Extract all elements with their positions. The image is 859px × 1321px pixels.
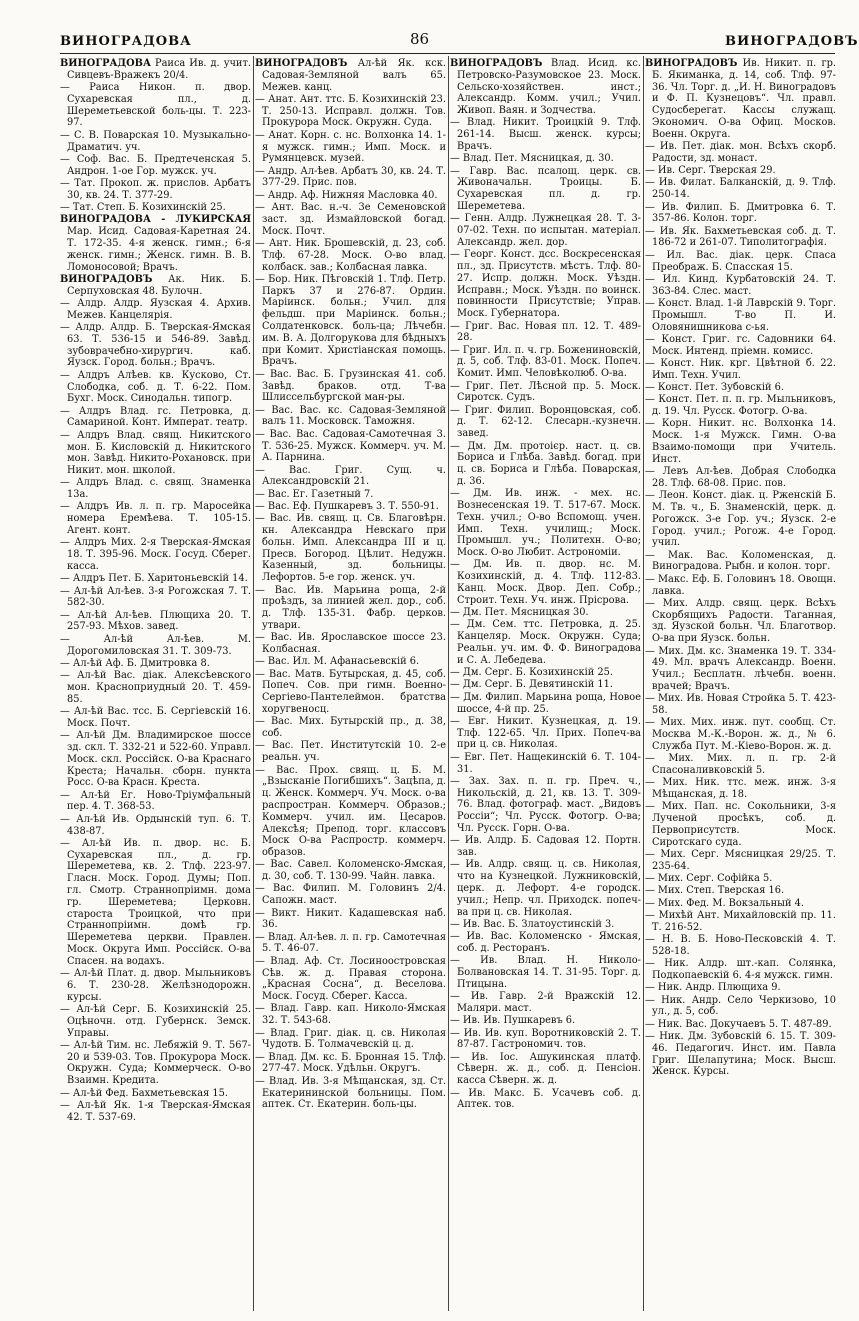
entry-text: — Ант. Вас. н.-ч. 3е Семеновской заст. зд. Измайловской богад. Моск. Почт. [255,202,446,237]
directory-column-4 [645,58,836,1316]
directory-entry [255,94,446,129]
entry-text: — Вас. Ив. Ярославское шоссе 23. Колбасная. [255,632,446,656]
entry-text: — Андр. Ал-ѣев. Арбатъ 30, кв. 24. Т. 377-29. Прис. пов. [255,165,446,189]
entry-text: — Алдръ Ив. л. п. гр. Маросейка номера Еремѣева. Т. 105-15. Агент. конт. [60,501,251,537]
directory-entry [255,656,446,668]
directory-entry [645,394,836,418]
directory-entry [645,693,836,717]
entry-text: — Конст. Пет. Зубовскій 6. [645,382,784,394]
entry-text: — Леон. Конст. діак. ц. Рженскій Б. М. Тв. ч., Б. Знаменскій, церк. д. Рогожск. 3-е Гор. уч.; Яузск. 2-е Город. учил.; Рогож. 4-е Город. учил. [645,490,836,549]
entry-text: Мар. Исид. Садовая-Каретная 24. Т. 172-35. 4-я женск. гимн.; 6-я женск. гимн.; Женск. гимн. В. В. Ломоносовой; Врачъ. [67,226,251,273]
entry-text: — Ив. Ив. Пушкаревъ 6. [450,1015,576,1027]
directory-entry [255,716,446,740]
entry-text: — Ив. Филат. Балканскій, д. 9. Тлф. 250-14. [645,177,836,201]
entry-text: — Ник. Андр. Плющиха 9. [645,982,781,994]
directory-entry [645,982,836,994]
entry-text: — Алдръ Влад. свящ. Никитского мон. Б. Кисловскій д. Никитского мон. Завѣд. Никито-Рохановск. при Никит. мон. школой. [60,429,251,477]
entry-text: — Ив. Алдр. свящ. ц. св. Николая, что на Кузнецкой. Лужниковскій, церк. д. Лефорт. 4-е городск. учил.; Непр. чл. Приходск. попеч-ва при ц. св. Николая. [450,859,641,918]
entry-text: — Ив. Вас. Коломенско - Ямская, соб. д. Ресторанъ. [450,931,641,954]
directory-entry [60,178,251,202]
directory-entry [645,995,836,1019]
entry-surname: ВИНОГРАДОВА [60,58,151,69]
directory-entry [645,898,836,910]
entry-text: — Влад. Гавр. кап. Николо-Ямская 32. Т. 543-68. [255,1003,446,1027]
directory-entry [645,646,836,693]
directory-entry [450,213,641,248]
directory-entry [255,1028,446,1052]
directory-entry [645,274,836,298]
directory-entry [255,58,446,93]
directory-entry [60,586,251,610]
directory-entry [60,1088,251,1100]
directory-entry [60,214,251,273]
entry-text: — Вас. Пет. Институтскій 10. 2-е реальн. уч. [255,740,446,764]
entry-text: — Анат. Ант. ттс. Б. Козихинскій 23. Т. 250-13. Исправл. должн. Тов. Прокурора Моск. Окружн. Суда. [255,93,446,129]
entry-text: — Алдръ Мих. 2-я Тверская-Ямская 18. Т. 395-96. Моск. Госуд. Сберег. касса. [60,537,251,572]
entry-surname: ВИНОГРАДОВЪ [60,273,153,285]
entry-text: — Вас. Ив. свящ. ц. Св. Благовѣрн. кн. Александра Невскаго при больн. Имп. Александра III и ц. Пресв. Богород. Цѣлит. Недужн. Казенный, зд. больницы. Лефортов. 5-е гор. женск. уч. [255,513,446,584]
entry-text: — Левъ Ал-ѣев. Добрая Слободка 28. Тлф. 68-08. Прис. пов. [645,466,836,489]
directory-entry [255,202,446,237]
directory-entry [255,740,446,764]
directory-entry [255,513,446,584]
entry-text: — Зах. Зах. п. п. гр. Преч. ч., Никольскій, д. 21, кв. 13. Т. 309-76. Влад. фотограф. маст. „Видовъ Россіи“; Чл. Русск. Фотогр. О-ва; Чл. Русск. Горн. О-ва. [450,775,641,834]
directory-entry [450,58,641,117]
directory-entry [450,835,641,859]
directory-column-1 [60,58,251,1316]
entry-text: Раиса Ив. д. учит. Сивцевъ-Вражекъ 20/4. [67,58,251,81]
directory-entry [60,658,251,670]
directory-entry [255,1052,446,1076]
entry-text: — Ив. Іос. Ашукинская платф. Сѣверн. ж. д., соб. д. Пенсіон. касса Сѣверн. ж. д. [450,1051,641,1087]
entry-text: — Евг. Пет. Нащекинскій 6. Т. 104-31. [450,751,641,775]
directory-entry [450,559,641,606]
directory-entry [255,501,446,513]
entry-text: — Конст. Ник. крг. Цвѣтной б. 22. Имп. Техн. Учил. [645,357,836,381]
directory-entry [60,790,251,814]
entry-text: — Вас. Ег. Газетный 7. [255,488,374,500]
directory-entry [450,776,641,835]
running-head-right: ВИНОГРАДОВЪ [725,34,859,49]
directory-entry [645,753,836,777]
entry-text: — Тат. Степ. Б. Козихинскій 25. [60,202,226,214]
directory-entry [255,932,446,956]
entry-text: — Мак. Вас. Коломенская, д. Виноградова. Рыбн. и колон. торг. [645,549,836,573]
directory-entry [60,154,251,178]
entry-text: — Дм. Дм. протоієр. наст. ц. св. Бориса и Глѣба. Завѣд. богад. при ц. св. Бориса и Глѣба. Поварская, д. 36. [450,440,641,487]
entry-text: — Влад. Никит. Троицкій 9. Тлф. 261-14. Высш. женск. курсы; Врачъ. [450,117,641,153]
directory-entry [645,885,836,897]
directory-entry [450,1015,641,1027]
entry-text: — Ив. Алдр. Б. Садовая 12. Портн. зав. [450,835,641,859]
entry-text: — Алдръ Влад. с. свящ. Знаменка 13а. [60,477,251,501]
directory-entry [60,1004,251,1039]
directory-entry [255,405,446,429]
directory-entry [60,130,251,154]
directory-entry [60,670,251,705]
directory-entry [255,238,446,273]
directory-entry [255,585,446,632]
directory-entry [60,814,251,838]
directory-entry [645,910,836,934]
entry-text: — Мих. Ив. Новая Стройка 5. Т. 423-58. [645,693,836,717]
entry-text: — Вас. Прох. свящ. ц. Б. М. „Взысканіе Погибшихъ“. Зацѣпа, д. ц. Женск. Коммерч. Уч. Моск. о-ва распростран. Коммерч. Образов.; Коммерч. учил. им. Цесаров. Алексѣя; Препод. торг. классовъ Моск О-ва Распростр. коммерч. образов. [255,764,446,859]
entry-text: — Ант. Ник. Брошевскій, д. 23, соб. Тлф. 67-28. Моск. О-во влад. колбаск. зав.; Колбасная лавка. [255,237,446,273]
entry-text: — Евг. Никит. Кузнецкая, д. 19. Тлф. 122-65. Чл. Прих. Попеч-ва при ц. св. Николая. [450,715,641,751]
entry-text: — Макс. Еф. Б. Головинъ 18. Овощн. лавка. [645,573,836,597]
entry-text: — Ив. Макс. Б. Усачевъ соб. д. Аптек. тов. [450,1087,641,1111]
directory-entry [645,873,836,885]
directory-entry [645,58,836,141]
entry-text: — Влад. Дм. кс. Б. Бронная 15. Тлф. 277-47. Моск. Удѣльн. Округъ. [255,1051,446,1075]
entry-text: — Григ. Пет. Лѣсной пр. 5. Моск. Сиротск. Судъ. [450,380,641,404]
directory-columns [60,58,835,1316]
directory-entry [60,82,251,129]
directory-entry [450,667,641,679]
directory-entry [60,1100,251,1124]
entry-text: — Мих. Степ. Тверская 16. [645,885,785,897]
entry-text: — Бор. Ник. Пѣговскій 1. Тлф. Петр. Паркъ 37 и 276-87. Ордин. Маріинск. больн.; Учил. для фельдш. при Маріинск. больн.; Солдатенковск. боль-ца; Лѣчебн. им. В. А. Долгорукова для бѣдныхъ при Комит. Христіанская помощь. Врачъ. [255,273,446,368]
directory-entry [645,717,836,752]
entry-text: — Алдр. Алдр. Б. Тверская-Ямская 63. Т. 536-15 и 546-89. Завѣд. зубоврачебно-хирургич. каб. Яузск. Город. больн.; Врачъ. [60,322,251,369]
directory-entry [645,958,836,982]
entry-text: — Конст. Пет. п. п. гр. Мыльниковъ, д. 19. Чл. Русск. Фотогр. О-ва. [645,394,836,418]
directory-entry [255,908,446,932]
entry-text: — Дм. Ив. п. двор. нс. М. Козихинскій, д. 4. Тлф. 112-83. Канц. Моск. Двор. Деп. Собр.; Строит. Техн. Уч. инж. Прісрова. [450,559,641,606]
entry-text: — Дм. Серг. Б. Девятинскій 11. [450,679,613,691]
directory-entry [60,202,251,214]
directory-entry [450,249,641,320]
entry-text: — Дм. Пет. Мясницкая 30. [450,607,589,619]
directory-entry [60,430,251,477]
directory-entry [450,619,641,666]
entry-text: — Мих. Серг. Софійка 5. [645,873,773,885]
entry-text: — Ив. Ив. куп. Воротниковскій 2. Т. 87-87. Гастрономич. тов. [450,1027,641,1051]
entry-text: — Ал-ѣй Плат. д. двор. Мыльниковъ 6. Т. 230-28. Желѣзнодорожн. курсы. [60,968,251,1003]
entry-text: — Влад. Ал-ѣев. л. п. гр. Самотечная 5. Т. 46-07. [255,931,446,955]
directory-entry [645,226,836,250]
directory-entry [645,466,836,490]
entry-surname: ВИНОГРАДОВЪ [255,58,348,69]
directory-entry [645,141,836,165]
directory-entry [60,537,251,572]
directory-entry [450,859,641,918]
entry-text: — Дм. Филип. Марьина роща, Новое шоссе, 4-й пр. 25. [450,691,641,715]
directory-entry [60,298,251,322]
entry-text: — Конст. Григ. гс. Садовники 64. Моск. Интенд. пріемн. комисс. [645,333,836,357]
running-head-left: ВИНОГРАДОВА [60,34,192,49]
entry-text: — Ив. Филип. Б. Дмитровка 6. Т. 357-86. Колон. торг. [645,201,836,225]
entry-text: — Влад. Аф. Ст. Лосиноостровская Сѣв. ж. д. Правая сторона. „Красная Сосна“, д. Веселова. Моск. Госуд. Сберег. Касса. [255,955,446,1003]
page-number: 86 [410,30,430,48]
directory-entry [450,441,641,488]
directory-entry [255,632,446,656]
directory-entry [60,501,251,536]
directory-entry [450,931,641,955]
entry-text: — Алдръ Пет. Б. Харитоньевскій 14. [60,573,248,585]
directory-entry [645,1031,836,1078]
directory-entry [645,418,836,465]
entry-text: — Григ. Филип. Воронцовская, соб. д. Т. 62-12. Слесарн.-кузнечн. завед. [450,404,641,440]
directory-entry [255,859,446,883]
entry-text: — Влад. Григ. діак. ц. св. Николая Чудотв. Б. Толмачевскій ц. д. [255,1027,446,1051]
directory-entry [60,1040,251,1087]
entry-text: — Гавр. Вас. псалощ. церк. св. Живоначальн. Троицы. Б. Сухаревская пл. д. гр. Шереметева. [450,165,641,213]
entry-text: — Вас. Филип. М. Головинъ 2/4. Сапожн. маст. [255,883,446,907]
entry-text: — Ив. Як. Бахметьевская соб. д. Т. 186-72 и 261-07. Типолитографія. [645,225,836,249]
directory-entry [255,274,446,368]
entry-text: — Ив. Влад. Н. Николо-Болвановская 14. Т. 31-95. Торг. д. Птицына. [450,955,641,990]
directory-entry [60,274,251,298]
entry-text: Ал-ѣй Як. кск. Садовая-Земляной валъ 65. Межев. канц. [262,58,446,93]
directory-entry [645,490,836,549]
entry-surname: ВИНОГРАДОВА - ЛУКИРСКАЯ [60,214,251,226]
entry-text: — Ив. Вас. Б. Златоустинскій 3. [450,918,615,930]
entry-text: — Вас. Вас. Б. Грузинская 41. соб. Завѣд. браков. отд. Т-ва Шлиссельбургской ман-ры. [255,368,446,404]
directory-entry [450,607,641,619]
directory-entry [450,679,641,691]
entry-text: — Ив. Серг. Тверская 29. [645,165,776,177]
entry-text: — Ал-ѣй Вас. тсс. Б. Сергіевскій 16. Моск. Почт. [60,706,251,729]
header-rule [60,53,835,54]
entry-text: — Ал-ѣй Ал-ѣев. 3-я Рогожская 7. Т. 582-30. [60,585,251,609]
entry-text: — Ник. Андр. Село Черкизово, 10 ул., д. 5, соб. [645,994,836,1018]
entry-text: — Вас. Ил. М. Афанасьевскій 6. [255,656,420,668]
directory-entry [255,489,446,501]
directory-entry [645,250,836,274]
entry-text: — Влад. Пет. Мясницкая, д. 30. [450,153,614,165]
directory-entry [450,955,641,990]
directory-entry [645,934,836,958]
directory-entry [450,1028,641,1052]
entry-text: — Конст. Влад. 1-й Лаврскій 9. Торг. Промышл. Т-во П. И. Оловянишникова с-ья. [645,297,836,333]
directory-entry [60,406,251,430]
directory-entry [255,130,446,165]
entry-text: — Вас. Мих. Бутырскій пр., д. 38, соб. [255,716,446,740]
directory-entry [645,202,836,226]
entry-text: — Вас. Ив. Марьина роща, 2-й проѣздъ, за линией жел. дор., соб. д. Тлф. 135-31. Фабр. церков. утвари. [255,584,446,631]
directory-entry [645,1019,836,1031]
entry-text: Ак. Ник. Б. Серпуховская 48. Булочн. [67,273,251,297]
directory-entry [60,610,251,634]
entry-text: — Ал-ѣй Як. 1-я Тверская-Ямская 42. Т. 537-69. [60,1099,251,1123]
directory-column-3 [450,58,641,1316]
entry-text: Влад. Исид. кс. Петровско-Разумовское 23. Моск. Сельско-хозяйствен. инст.; Александр. Комм. учил.; Учил. Живоп. Ваян. и Зодчества. [457,58,641,117]
directory-entry [60,730,251,789]
directory-entry [450,405,641,440]
entry-text: — Н. В. Б. Ново-Песковскій 4. Т. 528-18. [645,934,836,957]
directory-column-2 [255,58,446,1316]
directory-entry [645,849,836,873]
directory-entry [645,334,836,358]
directory-entry [645,165,836,177]
directory-entry [60,634,251,658]
directory-entry [60,58,251,82]
directory-entry [255,1076,446,1111]
entry-text: — Ал-ѣй Тим. нс. Лебяжій 9. Т. 567-20 и 539-03. Тов. Прокурора Моск. Окружн. Суда; Коммерческ. О-во Взаимн. Кредита. [60,1039,251,1087]
entry-text: — С. В. Поварская 10. Музыкально-Драматич. уч. [60,129,251,153]
directory-entry [60,477,251,501]
directory-entry [60,322,251,369]
directory-entry [450,919,641,931]
directory-entry [450,321,641,345]
directory-entry [60,838,251,968]
entry-text: — Ал-ѣй Ал-ѣев. М. Дорогомиловская 31. Т. 309-73. [60,633,251,657]
directory-entry [645,382,836,394]
directory-entry [645,550,836,574]
entry-text: — Андр. Аф. Нижняя Масловка 40. [255,189,438,201]
directory-entry [60,706,251,730]
directory-entry [255,1003,446,1027]
entry-text: — Мих. Дм. кс. Знаменка 19. Т. 334-49. Мл. врачъ Александр. Военн. Учил.; Бесплатн. лѣчебн. военн. врачей; Врачъ. [645,645,836,692]
entry-text: — Ив. Гавр. 2-й Вражскій 12. Маляри. маст. [450,991,641,1014]
directory-entry [450,752,641,776]
entry-surname: ВИНОГРАДОВЪ [450,58,543,69]
entry-text: — Ал-ѣй Ал-ѣев. Плющиха 20. Т. 257-93. Мѣхов. завед. [60,609,251,633]
directory-entry [645,298,836,333]
entry-text: — Вас. Вас. кс. Садовая-Земляной валъ 11. Московск. Таможня. [255,404,446,428]
directory-entry [450,692,641,716]
directory-entry [450,716,641,751]
entry-text: — Георг. Конст. дсс. Воскресенская пл., зд. Присутств. мѣстъ. Тлф. 80-27. Испр. должн. Моск. Уѣздн. Исправн.; Моск. Уѣздн. по воинск. повинности Присутствіе; Управ. Моск. Губернатора. [450,249,641,320]
entry-text: — Мих. Фед. М. Вокзальный 4. [645,897,804,909]
directory-entry [450,381,641,405]
directory-entry [450,117,641,152]
entry-text: — Тат. Прокоп. ж. прислов. Арбатъ 30, кв. 24. Т. 377-29. [60,177,251,201]
directory-entry [450,1088,641,1112]
entry-text: — Вас. Матв. Бутырская, д. 45, соб. Попеч. Сов. при гимн. Военно-Сергіево-Пантелеймон. братства хоругвеносц. [255,668,446,716]
entry-text: — Дм. Серг. Б. Козихинскій 25. [450,667,613,679]
entry-text: — Корн. Никит. нс. Волхонка 14. Моск. 1-я Мужск. Гимн. О-ва Взаимо-помощи при Учитель. Инст. [645,418,836,465]
page-header [0,0,859,49]
entry-text: — Ал-ѣй Аф. Б. Дмитровка 8. [60,657,210,669]
directory-entry [645,177,836,201]
entry-text: — Ник. Вас. Докучаевъ 5. Т. 487-89. [645,1018,832,1030]
entry-text: — Дм. Сем. ттс. Петровка, д. 25. Канцеляр. Моск. Окружн. Суда; Реальн. уч. им. Ф. Ф. Виноградова и С. А. Лебедева. [450,619,641,666]
entry-text: — Мих. Ник. ттс. меж. инж. 3-я Мѣщанская, д. 18. [645,777,836,801]
entry-text: — Ник. Алдр. шт.-кап. Солянка, Подкопаевскій 6. 4-я мужск. гимн. [645,958,836,982]
directory-entry [255,669,446,716]
entry-text: — Ал-ѣй Фед. Бахметьевская 15. [60,1087,228,1099]
entry-text: — Вас. Еф. Пушкаревъ 3. Т. 550-91. [255,500,439,512]
entry-text: — Генн. Алдр. Лужнецкая 28. Т. 3-07-02. Техн. по испытан. матеріал. Александр. жел. дор. [450,213,641,248]
entry-text: — Мих. Алдр. свящ. церк. Всѣхъ Скорбящихъ Радости. Таганная, зд. Яузской больн. Чл. Благотвор. О-ва при Яузск. больн. [645,597,836,645]
directory-entry [450,488,641,559]
entry-text: — Григ. Ил. п. ч. гр. Божениновскій, д. 5, соб. Тлф. 83-01. Моск. Попеч. Комит. Имп. Человѣколюб. О-ва. [450,344,641,380]
entry-text: — Мих. Пап. нс. Сокольники, 3-я Лученой просѣкъ, соб. д. Первоприсутств. Моск. Сиротскаго суда. [645,801,836,848]
entry-text: — Вас. Вас. Садовая-Самотечная 3. Т. 536-25. Мужск. Коммерч. уч. М. А. Парнина. [255,428,446,464]
entry-text: — Влад. Ив. 3-я Мѣщанская, зд. Ст. Екатерининской больницы. Пом. аптек. Ст. Екатерин. боль-цы. [255,1075,446,1111]
entry-text: — Вас. Григ. Сущ. ч. Александровскій 21. [255,464,446,488]
entry-text: — Ал-ѣй Ег. Ново-Тріумфальный пер. 4. Т. 368-53. [60,789,251,813]
directory-entry [255,956,446,1003]
entry-text: — Мих. Мих. инж. пут. сообщ. Ст. Москва М.-К.-Ворон. ж. д., № 6. Служба Пут. М.-Кіево-Ворон. ж. д. [645,717,836,752]
directory-entry [255,190,446,202]
directory-entry [60,968,251,1003]
directory-entry [645,801,836,848]
directory-entry [450,991,641,1015]
entry-text: Ив. Никит. п. гр. Б. Якиманка, д. 14, соб. Тлф. 97-36. Чл. Торг. д. „И. Н. Виноградовъ и Ф. П. Кузнецовъ“. Чл. правл. Судосберегат. Кассы служащ. Экономич. О-ва Офиц. Москов. Военн. Округа. [652,58,836,140]
directory-entry [60,370,251,405]
entry-text: — Григ. Вас. Новая пл. 12. Т. 489-28. [450,320,641,344]
entry-text: — Дм. Ив. инж. - мех. нс. Вознесенская 19. Т. 517-67. Моск. Техн. учил.; О-во Вспомощ. учен. Имп. Техн. училищ.; Моск. Промышл. уч.; Политехн. О-во; Моск. О-во Любит. Астрономіи. [450,488,641,559]
entry-text: — Вас. Савел. Коломенско-Ямская, д. 30, соб. Т. 130-99. Чайн. лавка. [255,859,446,883]
entry-text: — Раиса Никон. п. двор. Сухаревская пл., д. Шереметьевской боль-цы. Т. 223-97. [60,82,251,129]
entry-surname: ВИНОГРАДОВЪ [645,58,738,69]
entry-text: — Ал-ѣй Ив. Ордынскій туп. 6. Т. 438-87. [60,813,251,837]
directory-entry [255,166,446,190]
entry-text: — Ал-ѣй Ив. п. двор. нс. Б. Сухаревская пл., д. гр. Шереметева, кв. 2. Тлф. 223-97. Гласн. Моск. Город. Думы; Поп. гл. Смотр. Страннопріимн. дома гр. Шереметева; Церковн. староста Троицкой, что при Страннопріимн. домѣ гр. Шереметева церкви. Правлен. Моск. Округа Имп. Россійск. О-ва Спасен. на водахъ. [60,837,251,967]
directory-entry [645,777,836,801]
entry-text: — Алдръ Алѣев. кв. Кусково, Ст. Слободка, соб. д. Т. 6-22. Пом. Бухг. Моск. Синодальн. типогр. [60,369,251,405]
directory-entry [645,598,836,645]
entry-text: — Мих. Серг. Мясницкая 29/25. Т. 235-64. [645,849,836,872]
directory-entry [450,1052,641,1087]
directory-entry [450,345,641,380]
entry-text: — Анат. Корн. с. нс. Волхонка 14. 1-я мужск. гимн.; Имп. Моск. и Румянцевск. музей. [255,129,446,165]
directory-entry [255,465,446,489]
entry-text: — Алдр. Алдр. Яузская 4. Архив. Межев. Канцелярія. [60,297,251,321]
entry-text: — Алдръ Влад. гс. Петровка, д. Самариной. Конт. Императ. театр. [60,405,251,429]
entry-text: — Ник. Дм. Зубовскій 6. 15. Т. 309-46. Педагогич. Инст. им. Павла Григ. Шелапутина; Моск. Высш. Женск. Курсы. [645,1031,836,1078]
directory-entry [255,369,446,404]
entry-text: — Ил. Кинд. Курбатовскій 24. Т. 363-84. Слес. маст. [645,273,836,297]
entry-text: — Мих. Мих. л. п. гр. 2-й Спасоналивковскій 5. [645,753,836,777]
entry-text: — Ив. Пет. діак. мон. Всѣхъ скорб. Радости, зд. монаст. [645,141,836,164]
entry-text: — Викт. Никит. Кадашевская наб. 36. [255,907,446,931]
entry-text: — Ал-ѣй Вас. діак. Алексѣевского мон. Красноприудный 20. Т. 459-85. [60,670,251,705]
entry-text: — Михѣй Ант. Михайловскій пр. 11. Т. 216-52. [645,910,836,933]
directory-entry [450,166,641,213]
entry-text: — Ал-ѣй Серг. Б. Козихинскій 25. Оцѣночн. отд. Губернск. Земск. Управы. [60,1003,251,1039]
directory-entry [60,573,251,585]
directory-entry [645,574,836,598]
directory-entry [645,358,836,382]
entry-text: — Соф. Вас. Б. Предтеченская 5. Андрон. 1-ое Гор. мужск. уч. [60,153,251,177]
directory-entry [255,429,446,464]
directory-entry [255,765,446,859]
directory-entry [450,153,641,165]
directory-entry [255,883,446,907]
entry-text: — Ил. Вас. діак. церк. Спаса Преображ. Б. Спасская 15. [645,249,836,273]
entry-text: — Ал-ѣй Дм. Владимирское шоссе зд. скл. Т. 332-21 и 522-60. Управл. Моск. скл. Россійск. О-ва Краснаго Креста; Начальн. сборн. пункта Росс. О-ва Красн. Креста. [60,730,251,789]
